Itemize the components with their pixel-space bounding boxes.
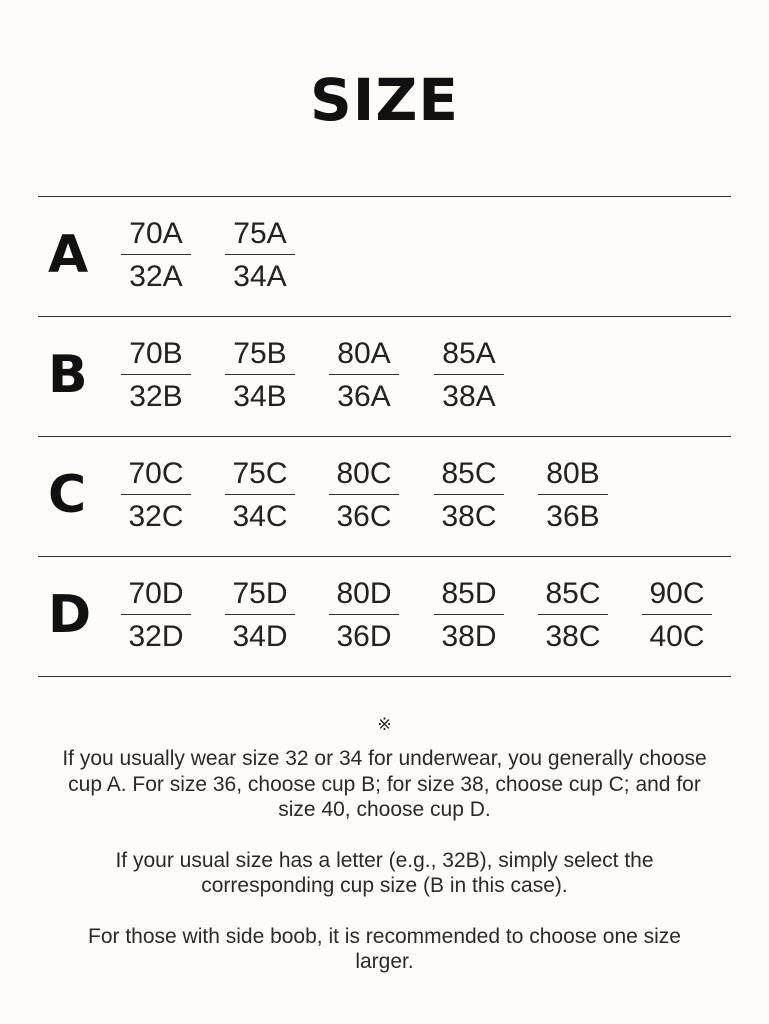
size-pair <box>225 336 295 415</box>
cup-row-d <box>38 557 731 677</box>
band-size-us: 32B <box>129 380 183 413</box>
size-pair <box>642 576 712 655</box>
note-paragraph: If your usual size has a letter (e.g., 32B), simply select the corresponding cup size (B in this case). <box>115 848 654 897</box>
size-pair <box>329 336 399 415</box>
size-table <box>38 196 731 677</box>
cup-row-b <box>38 317 731 437</box>
band-size-us: 34C <box>232 500 288 533</box>
band-size-eu: 75A <box>225 216 295 255</box>
band-size-eu: 70D <box>121 576 191 615</box>
band-size-eu: 80B <box>538 456 608 495</box>
band-size-us: 38D <box>441 620 497 653</box>
size-pair <box>538 456 608 535</box>
size-pair <box>121 576 191 655</box>
cup-letter: D <box>48 585 92 645</box>
cup-letter: A <box>48 225 89 285</box>
band-size-us: 34A <box>233 260 287 293</box>
size-pair <box>538 576 608 655</box>
band-size-eu: 75B <box>225 336 295 375</box>
band-size-eu: 85C <box>434 456 504 495</box>
band-size-eu: 80D <box>329 576 399 615</box>
band-size-eu: 75C <box>225 456 295 495</box>
band-size-eu: 80A <box>329 336 399 375</box>
band-size-us: 36C <box>336 500 392 533</box>
band-size-eu: 80C <box>329 456 399 495</box>
band-size-us: 38C <box>441 500 497 533</box>
size-notes <box>60 712 709 1000</box>
band-size-us: 32A <box>129 260 183 293</box>
band-size-eu: 70C <box>121 456 191 495</box>
band-size-eu: 85A <box>434 336 504 375</box>
note-paragraph: If you usually wear size 32 or 34 for underwear, you generally choose cup A. For size 36, choose cup B; for size 38, choose cup C; and for size 40, choose cup D. <box>62 747 707 821</box>
size-pair <box>329 456 399 535</box>
band-size-us: 40C <box>649 620 705 653</box>
size-pair <box>121 216 191 295</box>
band-size-us: 38C <box>545 620 601 653</box>
size-pair <box>434 336 504 415</box>
size-pair <box>329 576 399 655</box>
band-size-eu: 85D <box>434 576 504 615</box>
cup-letter: B <box>48 345 88 405</box>
page-title: SIZE <box>309 66 460 134</box>
size-pair <box>121 336 191 415</box>
band-size-us: 32D <box>128 620 184 653</box>
size-pair <box>121 456 191 535</box>
cup-letter: C <box>48 465 87 525</box>
band-size-eu: 85C <box>538 576 608 615</box>
size-pair <box>225 456 295 535</box>
band-size-us: 36B <box>546 500 600 533</box>
size-pair <box>434 456 504 535</box>
size-pair <box>225 576 295 655</box>
size-pair <box>434 576 504 655</box>
size-pair <box>225 216 295 295</box>
band-size-eu: 75D <box>225 576 295 615</box>
band-size-eu: 70A <box>121 216 191 255</box>
reference-mark-icon: ※ <box>377 715 392 735</box>
band-size-us: 36A <box>337 380 391 413</box>
band-size-us: 34D <box>232 620 288 653</box>
note-paragraph: For those with side boob, it is recommended to choose one size larger. <box>88 924 681 973</box>
band-size-us: 38A <box>442 380 496 413</box>
cup-row-c <box>38 437 731 557</box>
cup-row-a <box>38 197 731 317</box>
band-size-eu: 70B <box>121 336 191 375</box>
band-size-eu: 90C <box>642 576 712 615</box>
band-size-us: 32C <box>128 500 184 533</box>
band-size-us: 34B <box>233 380 287 413</box>
band-size-us: 36D <box>336 620 392 653</box>
